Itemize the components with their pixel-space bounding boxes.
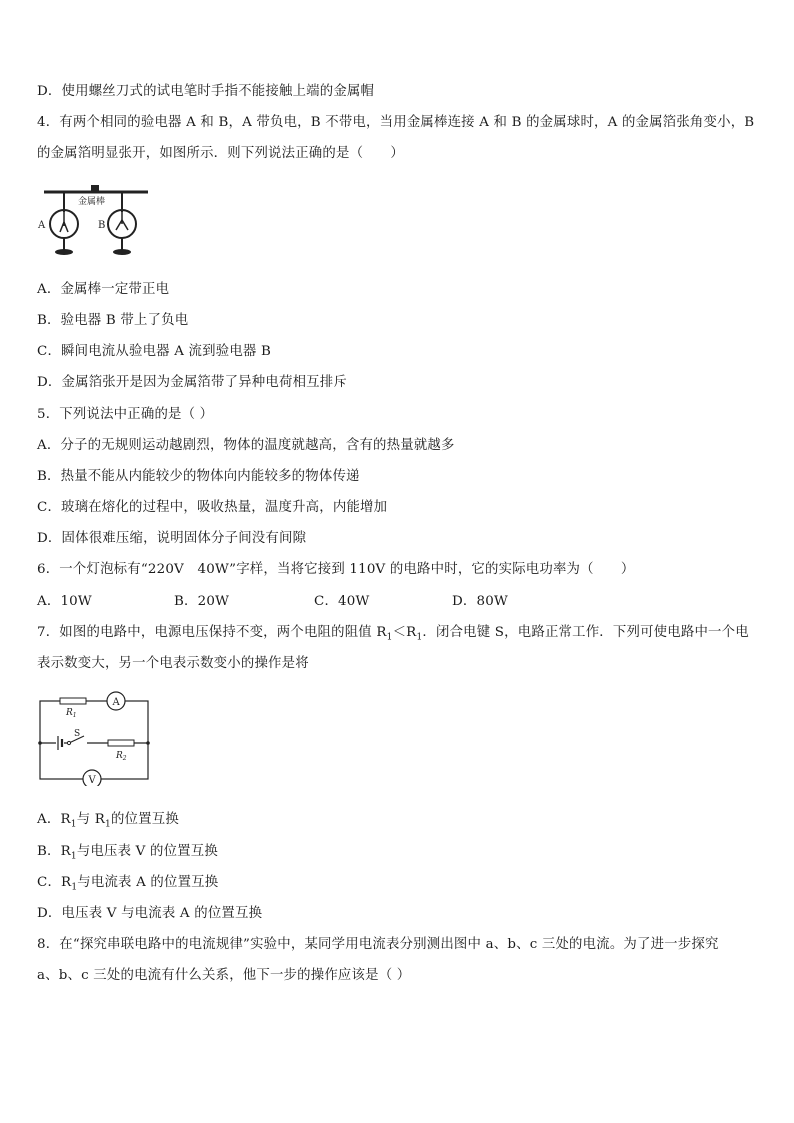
q7-option-c	[37, 874, 218, 897]
q7-a-sub-b: 1	[105, 819, 111, 830]
voltmeter-label: V	[88, 775, 96, 786]
q7-b-text-b: 与电压表 V 的位置互换	[76, 844, 218, 859]
q3-option-d: D．使用螺丝刀式的试电笔时手指不能接触上端的金属帽	[37, 84, 375, 99]
switch-label: S	[74, 729, 81, 739]
q4-stem-line-2: 的金属箔明显张开，如图所示．则下列说法正确的是（ ）	[37, 146, 404, 161]
q5-stem: 5．下列说法中正确的是（ ）	[37, 407, 214, 422]
q4-option-d: D．金属箔张开是因为金属箔带了异种电荷相互排斥	[37, 375, 347, 390]
q7-stem-text-b: ＜R	[392, 625, 417, 640]
q5-option-d: D．固体很难压缩，说明固体分子间没有间隙	[37, 531, 307, 546]
q4-option-a: A．金属棒一定带正电	[37, 282, 170, 297]
q7-stem-line-1	[37, 624, 749, 647]
q7-option-d: D．电压表 V 与电流表 A 的位置互换	[37, 906, 263, 921]
q7-a-text-a: A．R	[37, 812, 71, 827]
q7-b-sub: 1	[70, 851, 77, 862]
ammeter-label: A	[112, 697, 120, 708]
rod-label: 金属棒	[78, 197, 106, 207]
q6-option-a: A．10W	[37, 594, 92, 609]
q6-stem: 6．一个灯泡标有“220V 40W”字样，当将它接到 110V 的电路中时，它的实际电功率为（ ）	[37, 562, 635, 577]
q4-option-c: C．瞬间电流从验电器 A 流到验电器 B	[37, 344, 271, 359]
q7-b-text-a: B．R	[37, 844, 71, 859]
q6-option-d: D．80W	[452, 594, 508, 609]
circuit-figure	[36, 688, 152, 786]
q7-stem-sub-a: 1	[386, 632, 393, 643]
q5-option-b: B．热量不能从内能较少的物体向内能较多的物体传递	[37, 469, 360, 484]
circuit-r2-label: R	[116, 751, 123, 761]
q7-a-text-c: 的位置互换	[110, 812, 179, 827]
q7-stem-line-2: 表示数变大，另一个电表示数变小的操作是将	[37, 656, 309, 671]
q5-option-c: C．玻璃在熔化的过程中，吸收热量，温度升高，内能增加	[37, 500, 388, 515]
electroscope-a-label: A	[38, 220, 46, 231]
q5-option-a: A．分子的无规则运动越剧烈，物体的温度就越高，含有的热量就越多	[37, 438, 455, 453]
q7-option-a	[37, 811, 179, 834]
electroscope-b-label: B	[98, 220, 106, 231]
circuit-r2-sub: 2	[122, 755, 127, 762]
q7-option-b	[37, 843, 218, 866]
svg-text:R1	[65, 708, 77, 719]
q6-option-c: C．40W	[314, 594, 370, 609]
q6-option-b: B．20W	[174, 594, 230, 609]
q7-stem-text-c: ．闭合电键 S，电路正常工作．下列可使电路中一个电	[422, 625, 749, 640]
circuit-r1-sub: 1	[72, 712, 77, 719]
q7-stem-text-a: 7．如图的电路中，电源电压保持不变，两个电阻的阻值 R	[37, 625, 387, 640]
q8-stem-line-2: a、b、c 三处的电流有什么关系，他下一步的操作应该是（ ）	[37, 968, 411, 983]
q7-c-text-b: 与电流表 A 的位置互换	[77, 875, 219, 890]
q4-stem-line-1: 4．有两个相同的验电器 A 和 B，A 带负电，B 不带电，当用金属棒连接 A 和 B 的金属球时，A 的金属箔张角变小，B	[37, 115, 755, 130]
q7-c-text-a: C．R	[37, 875, 72, 890]
q7-a-sub-a: 1	[70, 819, 77, 830]
q7-stem-sub-b: 1	[416, 632, 423, 643]
q8-stem-line-1: 8．在“探究串联电路中的电流规律”实验中，某同学用电流表分别测出图中 a、b、c 三处的电流。为了进一步探究	[37, 937, 719, 952]
q7-a-text-b: 与 R	[76, 812, 106, 827]
svg-text:R2	[115, 751, 127, 762]
circuit-r1-label: R	[66, 708, 73, 718]
q4-option-b: B．验电器 B 带上了负电	[37, 313, 189, 328]
electroscope-figure	[36, 182, 156, 260]
q7-c-sub: 1	[71, 882, 78, 893]
